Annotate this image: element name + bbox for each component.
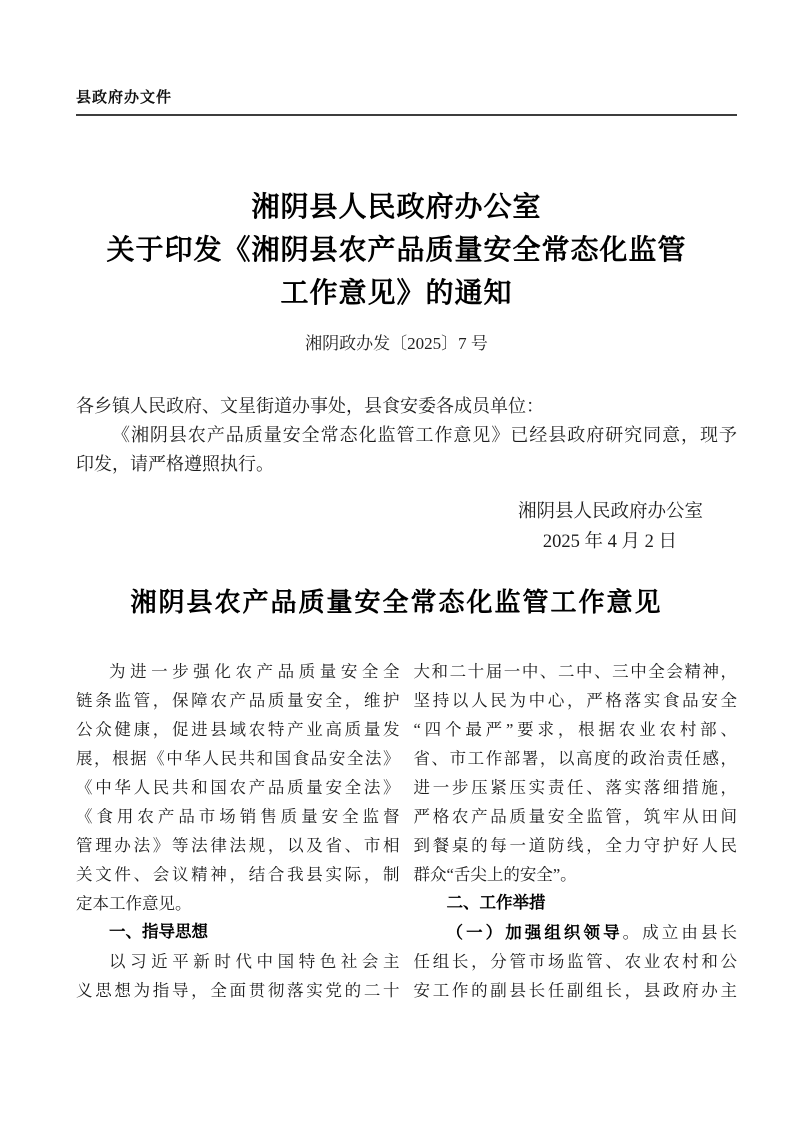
text-line: 定本工作意见。 bbox=[76, 894, 192, 913]
text-line: 公众健康，促进县域农特产业高质量发 bbox=[76, 720, 400, 739]
signature-org: 湘阴县人民政府办公室 bbox=[517, 502, 703, 522]
opinion-title: 湘阴县农产品质量安全常态化监管工作意见 bbox=[130, 588, 663, 617]
addressee-line: 各乡镇人民政府、文星街道办事处，县食安委各成员单位： bbox=[76, 396, 544, 416]
text-line: 展，根据《中华人民共和国食品安全法》 bbox=[76, 749, 400, 768]
text-line: 严格农产品质量安全监管，筑牢从田间 bbox=[413, 807, 737, 826]
section-heading-work-measures: 二、工作举措 bbox=[446, 894, 546, 912]
text-line: “四个最严”要求，根据农业农村部、 bbox=[413, 720, 737, 739]
text-line: 进一步压紧压实责任、落实落细措施， bbox=[413, 778, 737, 797]
org-leadership-line bbox=[414, 918, 738, 947]
notice-title-line: 工作意见》的通知 bbox=[280, 278, 513, 309]
left-column bbox=[76, 657, 400, 1005]
body-line: 《湘阴县农产品质量安全常态化监管工作意见》已经县政府研究同意，现予 bbox=[112, 425, 737, 445]
text-line: 管理办法》等法律法规，以及省、市相 bbox=[76, 836, 400, 855]
doc-number: 湘阴政办发〔2025〕7 号 bbox=[305, 334, 488, 353]
notice-title-line: 关于印发《湘阴县农产品质量安全常态化监管 bbox=[106, 235, 687, 266]
text-line: 《中华人民共和国农产品质量安全法》 bbox=[76, 778, 400, 797]
text-line: 任组长，分管市场监管、农业农村和公 bbox=[413, 952, 737, 971]
text-line: 链条监管，保障农产品质量安全，维护 bbox=[76, 691, 400, 710]
notice-title bbox=[0, 186, 793, 315]
page-header bbox=[76, 86, 737, 116]
signature-date: 2025 年 4 月 2 日 bbox=[542, 532, 677, 552]
section-heading-guiding-ideology: 一、指导思想 bbox=[109, 923, 208, 941]
notice-body bbox=[76, 392, 737, 479]
signature-block bbox=[0, 497, 793, 557]
text-line: 《食用农产品市场销售质量安全监督 bbox=[76, 807, 400, 826]
notice-title-line: 湘阴县人民政府办公室 bbox=[251, 192, 542, 223]
text-line: 关文件、会议精神，结合我县实际，制 bbox=[76, 865, 400, 884]
text-line: 到餐桌的每一道防线，全力守护好人民 bbox=[413, 836, 737, 855]
subsection-heading-bold: （一）加强组织领导 bbox=[446, 923, 623, 942]
text-line: 安工作的副县长任副组长，县政府办主 bbox=[413, 981, 737, 1000]
header-label: 县政府办文件 bbox=[76, 89, 173, 106]
text-line: 以习近平新时代中国特色社会主 bbox=[109, 952, 400, 971]
text-line: 义思想为指导，全面贯彻落实党的二十 bbox=[76, 981, 400, 1000]
text-line: 群众“舌尖上的安全”。 bbox=[413, 865, 577, 884]
text-line: 省、市工作部署，以高度的政治责任感， bbox=[413, 749, 737, 768]
two-column-body bbox=[76, 657, 737, 1005]
subsection-text: 。成立由县长 bbox=[622, 923, 737, 942]
right-column bbox=[414, 657, 738, 1005]
body-line: 印发，请严格遵照执行。 bbox=[76, 454, 274, 474]
text-line: 坚持以人民为中心，严格落实食品安全 bbox=[413, 691, 737, 710]
text-line: 大和二十届一中、二中、三中全会精神， bbox=[413, 662, 737, 681]
text-line: 为进一步强化农产品质量安全全 bbox=[109, 662, 400, 681]
